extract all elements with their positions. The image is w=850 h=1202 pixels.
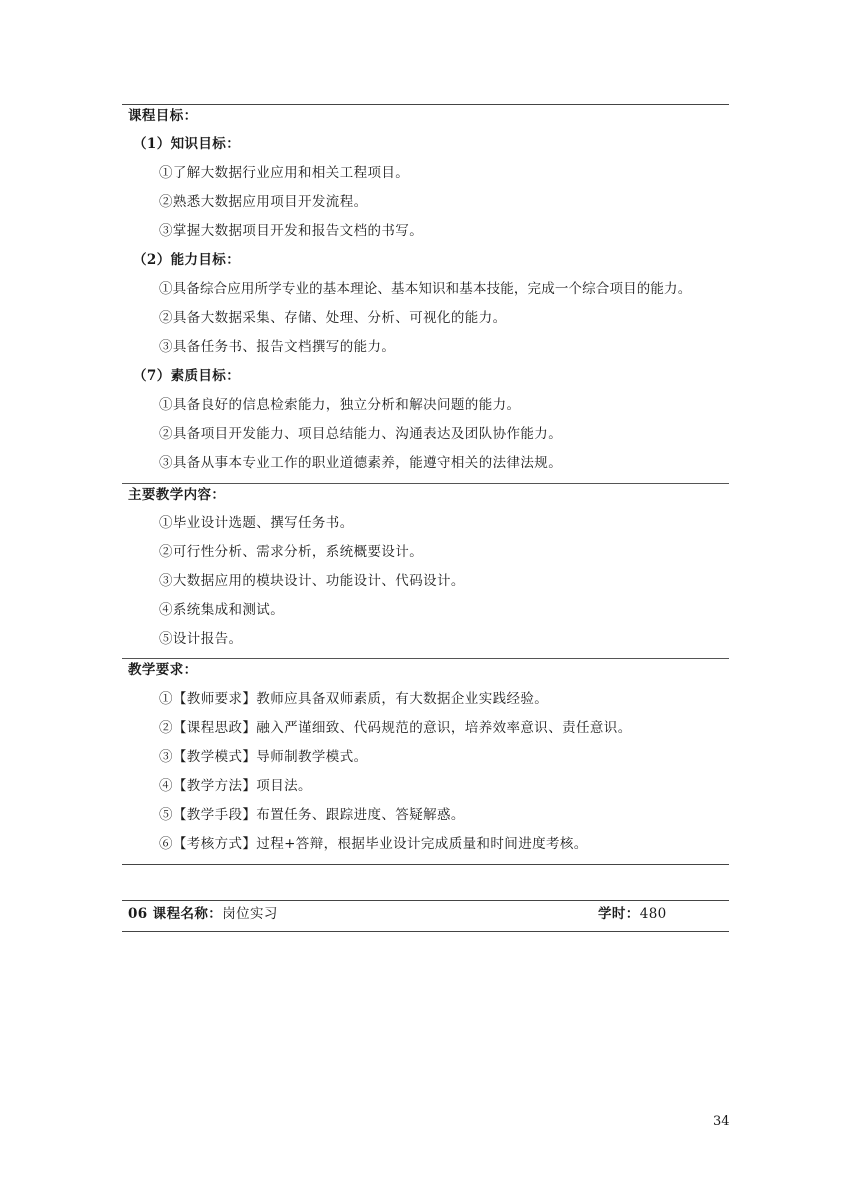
list-item: ①了解大数据行业应用和相关工程项目。 (159, 165, 410, 181)
next-table-top-border (122, 900, 729, 901)
list-item: ④【教学方法】项目法。 (159, 778, 312, 794)
section-divider (122, 483, 729, 484)
section-divider (122, 658, 729, 659)
main-content-heading: 主要教学内容： (128, 487, 226, 503)
list-item: ③具备任务书、报告文档撰写的能力。 (159, 339, 396, 355)
requirements-heading: 教学要求： (128, 662, 198, 678)
course-goals-heading: 课程目标： (128, 108, 198, 124)
list-item: ②可行性分析、需求分析，系统概要设计。 (159, 544, 424, 560)
ability-goals-title: （2）能力目标： (133, 252, 241, 268)
list-item: ①具备良好的信息检索能力，独立分析和解决问题的能力。 (159, 397, 521, 413)
table-top-border (122, 104, 729, 105)
list-item: ②具备项目开发能力、项目总结能力、沟通表达及团队协作能力。 (159, 426, 563, 442)
course-name-row (128, 905, 278, 923)
list-item: ⑤设计报告。 (159, 631, 243, 647)
list-item: ②熟悉大数据应用项目开发流程。 (159, 194, 368, 210)
list-item: ②具备大数据采集、存储、处理、分析、可视化的能力。 (159, 310, 507, 326)
next-table-row-border (122, 931, 729, 932)
course-hours-value: 480 (639, 906, 667, 922)
knowledge-goals-title: （1）知识目标： (133, 136, 241, 152)
page-number: 34 (713, 1114, 730, 1129)
quality-goals-title: （7）素质目标： (133, 368, 241, 384)
course-name-label: 06 课程名称： (128, 906, 223, 922)
list-item: ③【教学模式】导师制教学模式。 (159, 749, 368, 765)
course-hours-label: 学时： (598, 906, 640, 922)
list-item: ①具备综合应用所学专业的基本理论、基本知识和基本技能，完成一个综合项目的能力。 (159, 281, 692, 297)
list-item: ④系统集成和测试。 (159, 602, 285, 618)
list-item: ⑤【教学手段】布置任务、跟踪进度、答疑解惑。 (159, 807, 465, 823)
course-name-value: 岗位实习 (222, 906, 278, 922)
list-item: ②【课程思政】融入严谨细致、代码规范的意识，培养效率意识、责任意识。 (159, 720, 632, 736)
list-item: ⑥【考核方式】过程+答辩，根据毕业设计完成质量和时间进度考核。 (159, 836, 588, 852)
course-hours-row (598, 905, 667, 923)
list-item: ③大数据应用的模块设计、功能设计、代码设计。 (159, 573, 465, 589)
list-item: ①毕业设计选题、撰写任务书。 (159, 515, 354, 531)
list-item: ③掌握大数据项目开发和报告文档的书写。 (159, 223, 424, 239)
table-bottom-border (122, 864, 729, 865)
list-item: ③具备从事本专业工作的职业道德素养，能遵守相关的法律法规。 (159, 455, 563, 471)
list-item: ①【教师要求】教师应具备双师素质，有大数据企业实践经验。 (159, 691, 549, 707)
